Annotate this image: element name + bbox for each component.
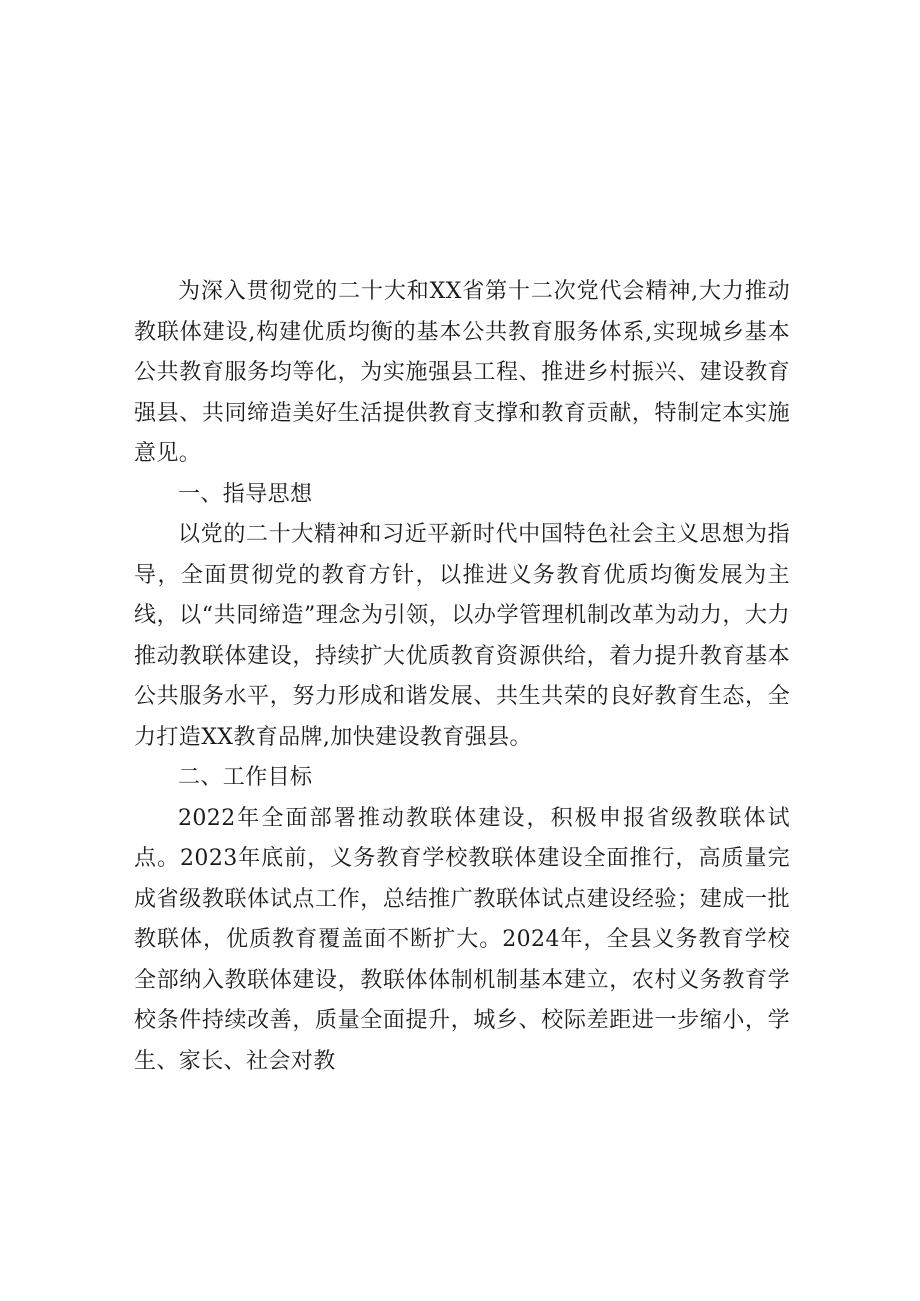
document-body (134, 272, 790, 1082)
section-heading-work-goals: 二、工作目标 (178, 765, 313, 790)
work-goals-paragraph: 2022年全面部署推动教联体建设，积极申报省级教联体试点。2023年底前，义务教育学校教联体建设全面推行，高质量完成省级教联体试点工作，总结推广教联体试点建设经验；建成一批教联体，优质教育覆盖面不断扩大。2024年，全县义务教育学校全部纳入教联体建设，教联体体制机制基本建立，农村义务教育学校条件持续改善，质量全面提升，城乡、校际差距进一步缩小，学生、家长、社会对教 (134, 805, 790, 1074)
guiding-ideology-paragraph: 以党的二十大精神和习近平新时代中国特色社会主义思想为指导，全面贯彻党的教育方针，以推进义务教育优质均衡发展为主线，以“共同缔造”理念为引领，以办学管理机制改革为动力，大力推动教联体建设，持续扩大优质教育资源供给，着力提升教育基本公共服务水平，努力形成和谐发展、共生共荣的良好教育生态，全力打造XX教育品牌,加快建设教育强县。 (134, 522, 790, 750)
section-heading-guiding-ideology: 一、指导思想 (178, 481, 313, 507)
intro-paragraph: 为深入贯彻党的二十大和XX省第十二次党代会精神,大力推动教联体建设,构建优质均衡的基本公共教育服务体系,实现城乡基本公共教育服务均等化，为实施强县工程、推进乡村振兴、建设教育强县、共同缔造美好生活提供教育支撑和教育贡献，特制定本实施意见。 (134, 279, 790, 466)
